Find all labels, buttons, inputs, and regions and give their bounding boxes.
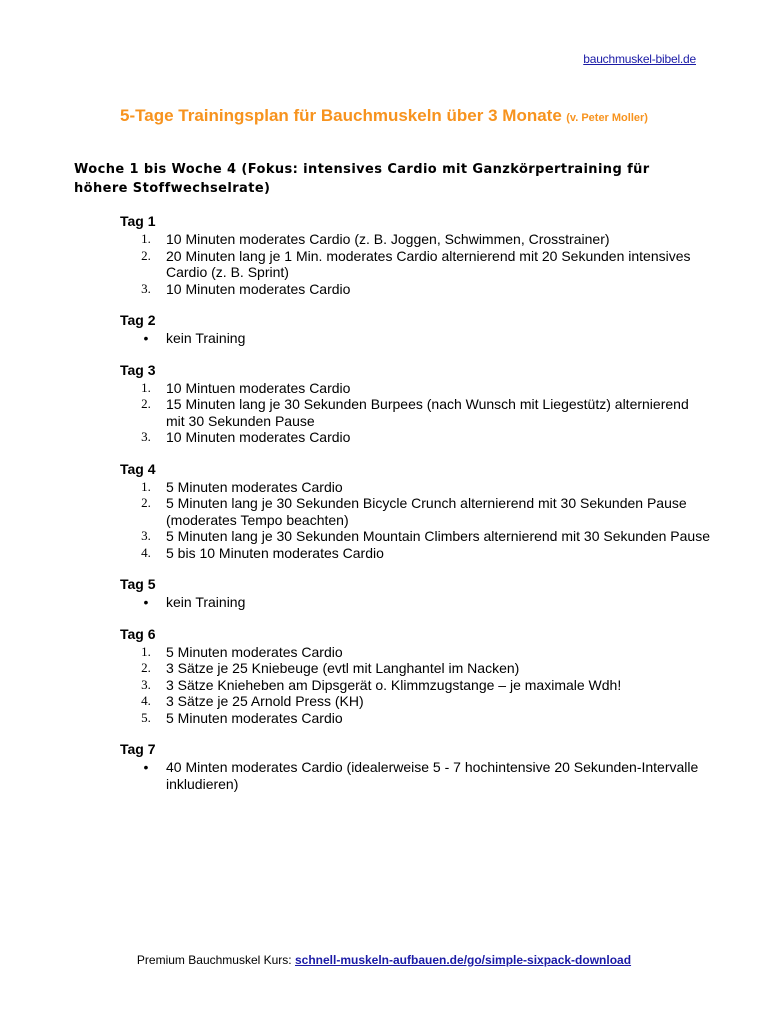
item-number: 5.: [141, 709, 151, 725]
item-number: 1.: [141, 379, 151, 395]
list-item: [120, 380, 710, 397]
list-item: [120, 545, 710, 562]
item-text: 5 Minuten lang je 30 Sekunden Bicycle Crunch alternierend mit 30 Sekunden Pause (moderates Tempo beachten): [166, 495, 687, 528]
title-author: (v. Peter Moller): [566, 112, 648, 124]
list-item: [120, 759, 710, 792]
day-section: [120, 576, 710, 611]
item-number: 3.: [141, 676, 151, 692]
list-item: [120, 644, 710, 661]
title-main: 5-Tage Trainingsplan für Bauchmuskeln über 3 Monate: [120, 106, 562, 125]
bullet-list: [120, 759, 710, 792]
list-item: [120, 594, 710, 611]
bullet-list: [120, 594, 710, 611]
page-title: [0, 106, 768, 126]
numbered-list: [120, 644, 710, 727]
item-text: 20 Minuten lang je 1 Min. moderates Cardio alternierend mit 20 Sekunden intensives Cardio (z. B. Sprint): [166, 247, 691, 280]
item-text: 10 Minuten moderates Cardio: [166, 280, 351, 297]
day-section: [120, 312, 710, 347]
item-number: 3.: [141, 528, 151, 543]
item-number: 2.: [141, 247, 151, 263]
footer: [0, 953, 768, 967]
item-text: 5 Minuten moderates Cardio: [166, 643, 343, 660]
item-text: 10 Minuten moderates Cardio: [166, 429, 351, 445]
day-section: [120, 741, 710, 792]
item-text: 5 Minuten lang je 30 Sekunden Mountain Climbers alternierend mit 30 Sekunden Pause: [166, 528, 711, 544]
item-text: kein Training: [166, 330, 246, 346]
item-number: 2.: [141, 495, 151, 510]
day-title: Tag 7: [120, 741, 156, 757]
list-item: [120, 248, 710, 281]
list-item: [120, 710, 710, 727]
day-title: Tag 2: [120, 312, 156, 328]
item-text: 5 Minuten moderates Cardio: [166, 709, 343, 726]
item-number: 3.: [141, 280, 151, 296]
day-title: Tag 6: [120, 625, 156, 642]
day-section: [120, 461, 710, 562]
site-link[interactable]: bauchmuskel-bibel.de: [583, 52, 696, 66]
section-heading: Woche 1 bis Woche 4 (Fokus: intensives Cardio mit Ganzkörpertraining für höhere Stoffwechselrate): [74, 162, 650, 196]
item-text: 3 Sätze Knieheben am Dipsgerät o. Klimmzugstange – je maximale Wdh!: [166, 676, 622, 693]
item-number: 2.: [141, 660, 151, 675]
bullet-list: [120, 330, 710, 347]
bullet-marker: •: [143, 759, 149, 775]
item-number: 2.: [141, 396, 151, 411]
item-number: 3.: [141, 429, 151, 444]
list-item: [120, 330, 710, 347]
list-item: [120, 528, 710, 545]
list-item: [120, 281, 710, 298]
item-number: 4.: [141, 544, 151, 560]
item-text: 10 Mintuen moderates Cardio: [166, 379, 351, 396]
list-item: [120, 429, 710, 446]
list-item: [120, 495, 710, 528]
day-section: [120, 213, 710, 297]
day-section: [120, 626, 710, 727]
item-text: 3 Sätze je 25 Arnold Press (KH): [166, 693, 364, 709]
item-text: 3 Sätze je 25 Kniebeuge (evtl mit Langhantel im Nacken): [166, 660, 520, 676]
item-text: 5 Minuten moderates Cardio: [166, 478, 343, 495]
item-number: 4.: [141, 693, 151, 708]
bullet-marker: •: [143, 594, 149, 610]
item-text: 15 Minuten lang je 30 Sekunden Burpees (nach Wunsch mit Liegestütz) alternierend mit 30 Sekunden Pause: [166, 396, 689, 429]
list-item: [120, 231, 710, 248]
item-number: 1.: [141, 643, 151, 659]
bullet-marker: •: [143, 330, 149, 346]
training-days: [120, 213, 710, 807]
item-text: kein Training: [166, 594, 246, 610]
item-number: 1.: [141, 231, 151, 246]
item-text: 10 Minuten moderates Cardio (z. B. Joggen, Schwimmen, Crosstrainer): [166, 231, 610, 247]
numbered-list: [120, 231, 710, 297]
day-title: Tag 1: [120, 213, 156, 229]
numbered-list: [120, 380, 710, 446]
item-number: 1.: [141, 478, 151, 494]
day-title: Tag 3: [120, 361, 156, 378]
list-item: [120, 677, 710, 694]
list-item: [120, 660, 710, 677]
item-text: 40 Minten moderates Cardio (idealerweise 5 - 7 hochintensive 20 Sekunden-Intervalle inkludieren): [166, 759, 699, 792]
list-item: [120, 693, 710, 710]
footer-label: Premium Bauchmuskel Kurs:: [136, 953, 292, 967]
list-item: [120, 479, 710, 496]
day-title: Tag 5: [120, 576, 156, 592]
list-item: [120, 396, 710, 429]
footer-download-link[interactable]: schnell-muskeln-aufbauen.de/go/simple-sixpack-download: [294, 953, 632, 967]
day-title: Tag 4: [120, 460, 156, 477]
item-text: 5 bis 10 Minuten moderates Cardio: [166, 544, 384, 561]
day-section: [120, 362, 710, 446]
numbered-list: [120, 479, 710, 562]
